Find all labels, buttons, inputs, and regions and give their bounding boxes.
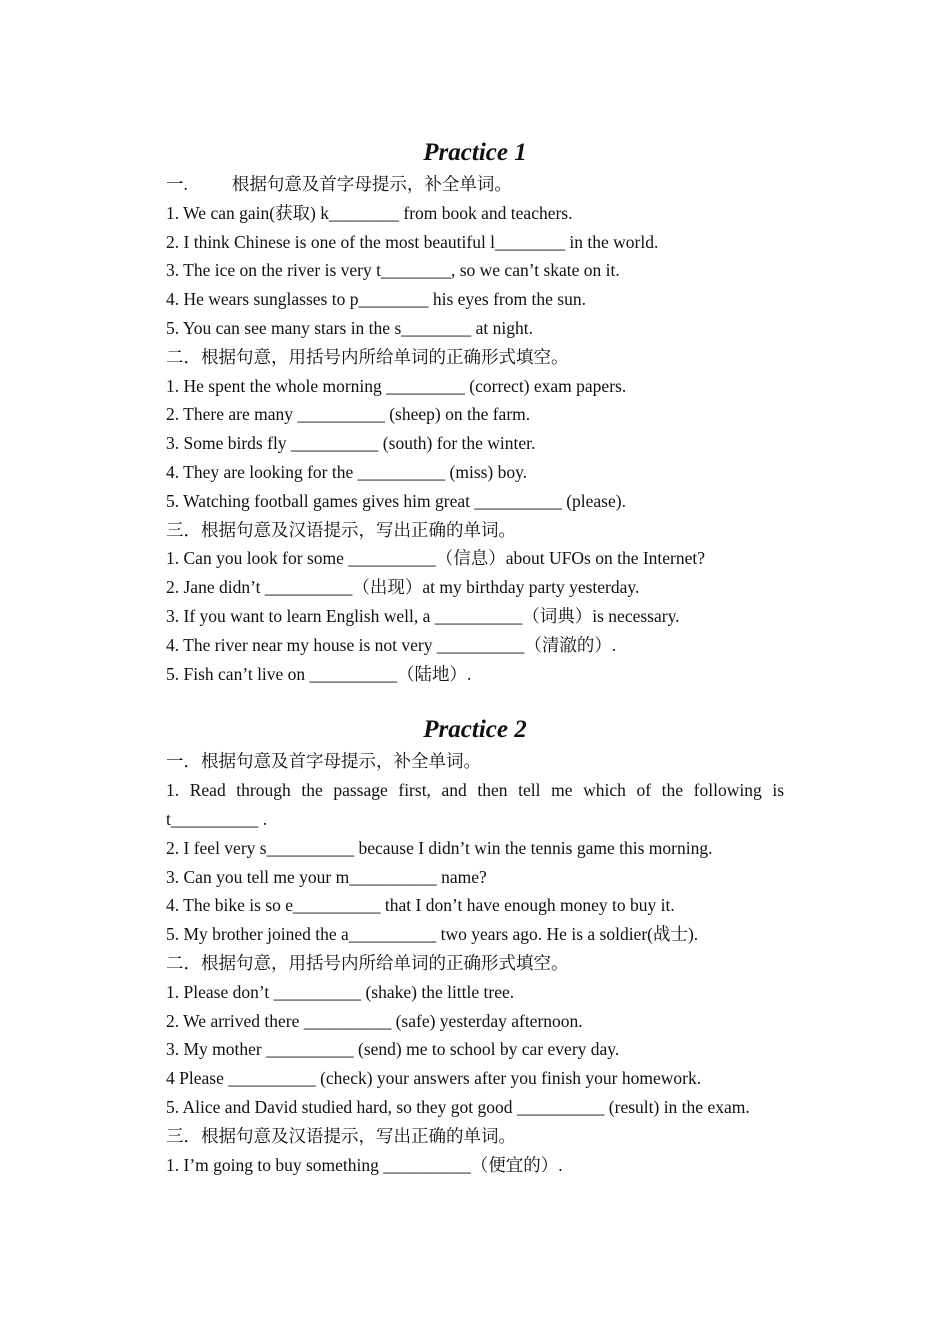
p2-s2-item-4: 4 Please __________ (check) your answers after you finish your homework. bbox=[166, 1068, 702, 1089]
p2-s2-item-3: 3. My mother __________ (send) me to school by car every day. bbox=[166, 1039, 620, 1060]
worksheet-content bbox=[166, 136, 784, 1179]
p1-s3-item-2: 2. Jane didn’t __________（出现）at my birthday party yesterday. bbox=[166, 577, 640, 598]
p1-s3-item-3: 3. If you want to learn English well, a __________（词典）is necessary. bbox=[166, 605, 680, 626]
p1-s1-item-3: 3. The ice on the river is very t________, so we can’t skate on it. bbox=[166, 260, 620, 281]
p2-s1-item-3: 3. Can you tell me your m__________ name? bbox=[166, 866, 487, 887]
practice-2-title: Practice 2 bbox=[423, 716, 527, 744]
p1-s2-item-5: 5. Watching football games gives him great __________ (please). bbox=[166, 490, 626, 511]
practice-1-title: Practice 1 bbox=[423, 139, 527, 166]
p2-s2-item-2: 2. We arrived there __________ (safe) yesterday afternoon. bbox=[166, 1010, 583, 1031]
p1-s2-item-4: 4. They are looking for the __________ (miss) boy. bbox=[166, 461, 528, 482]
p1-s1-item-1: 1. We can gain(获取) k________ from book and teachers. bbox=[166, 202, 573, 223]
p1-section-1-heading bbox=[166, 170, 784, 199]
p1-section-1-number: 一. bbox=[166, 174, 188, 194]
p2-s1-item-4: 4. The bike is so e__________ that I don’t have enough money to buy it. bbox=[166, 895, 675, 916]
p1-section-2-heading: 二．根据句意，用括号内所给单词的正确形式填空。 bbox=[166, 346, 569, 367]
p1-section-1-text: 根据句意及首字母提示，补全单词。 bbox=[231, 174, 512, 194]
p1-section-3-heading: 三．根据句意及汉语提示，写出正确的单词。 bbox=[166, 519, 516, 540]
p1-s1-item-5: 5. You can see many stars in the s________ at night. bbox=[166, 317, 533, 338]
p2-s1-item-2: 2. I feel very s__________ because I didn’t win the tennis game this morning. bbox=[166, 837, 713, 858]
p1-s2-item-3: 3. Some birds fly __________ (south) for the winter. bbox=[166, 433, 536, 454]
p1-s2-item-1: 1. He spent the whole morning _________ (correct) exam papers. bbox=[166, 375, 627, 396]
p2-section-3-heading: 三．根据句意及汉语提示，写出正确的单词。 bbox=[166, 1125, 516, 1146]
p1-s3-item-1: 1. Can you look for some __________（信息）about UFOs on the Internet? bbox=[166, 548, 706, 569]
p2-section-2-heading: 二．根据句意，用括号内所给单词的正确形式填空。 bbox=[166, 952, 569, 973]
p1-s1-item-4: 4. He wears sunglasses to p________ his eyes from the sun. bbox=[166, 289, 586, 310]
p1-s1-item-2: 2. I think Chinese is one of the most beautiful l________ in the world. bbox=[166, 231, 659, 252]
p1-s2-item-2: 2. There are many __________ (sheep) on the farm. bbox=[166, 404, 531, 425]
p2-section-1-heading: 一．根据句意及首字母提示，补全单词。 bbox=[166, 751, 481, 772]
p2-s1-item-1: 1. Read through the passage first, and then tell me which of the following is t__________ . bbox=[166, 780, 784, 829]
p2-s1-item-5: 5. My brother joined the a__________ two years ago. He is a soldier(战士). bbox=[166, 924, 699, 945]
p2-s2-item-1: 1. Please don’t __________ (shake) the little tree. bbox=[166, 981, 515, 1002]
p1-s3-item-4: 4. The river near my house is not very __________（清澈的）. bbox=[166, 634, 617, 655]
p2-s2-item-5: 5. Alice and David studied hard, so they got good __________ (result) in the exam. bbox=[166, 1096, 750, 1117]
p1-s3-item-5: 5. Fish can’t live on __________（陆地）. bbox=[166, 663, 472, 684]
p2-s3-item-1: 1. I’m going to buy something __________（便宜的）. bbox=[166, 1154, 563, 1175]
